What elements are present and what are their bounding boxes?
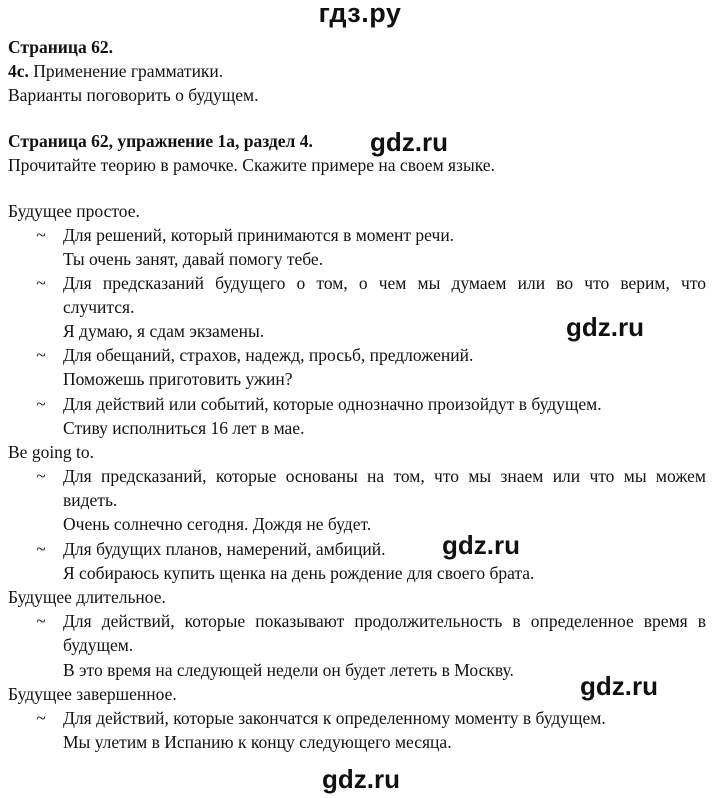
unit-subtitle: Варианты поговорить о будущем. — [8, 85, 259, 105]
exercise-title: Страница 62, упражнение 1a, раздел 4. — [8, 131, 313, 151]
going-to-item-2: Для будущих планов, намерений, амбиций. — [63, 539, 386, 559]
going-to-item-1: Для предсказаний, которые основаны на том, что мы знаем или что мы можем — [63, 466, 706, 486]
future-perfect-example-1: Мы улетим в Испанию к концу следующего месяца. — [63, 732, 452, 752]
bullet-marker: ~ — [36, 394, 46, 414]
going-to-heading: Be going to. — [8, 442, 95, 462]
bullet-marker: ~ — [36, 611, 46, 631]
unit-name: Применение грамматики. — [28, 61, 224, 81]
watermark: gdz.ru — [566, 312, 644, 342]
future-simple-item-4: Для действий или событий, которые однозначно произойдут в будущем. — [63, 394, 602, 414]
future-perfect-item-1: Для действий, которые закончатся к определенному моменту в будущем. — [63, 708, 606, 728]
exercise-instruction: Прочитайте теорию в рамочке. Скажите примере на своем языке. — [8, 155, 495, 175]
future-continuous-heading: Будущее длительное. — [8, 587, 166, 607]
future-simple-item-1: Для решений, который принимаются в момент речи. — [63, 225, 455, 245]
future-continuous-example-1: В это время на следующей недели он будет лететь в Москву. — [63, 660, 514, 680]
bullet-marker: ~ — [36, 225, 46, 245]
future-simple-heading: Будущее простое. — [8, 201, 140, 221]
bullet-marker: ~ — [36, 708, 46, 728]
page-title: Страница 62. — [8, 37, 113, 57]
going-to-item-1-cont: видеть. — [63, 490, 118, 510]
unit-code: 4c. — [8, 61, 29, 81]
watermark: gdz.ru — [370, 127, 448, 157]
future-simple-example-2: Я думаю, я сдам экзамены. — [63, 321, 265, 341]
future-simple-item-2-cont: случится. — [63, 297, 135, 317]
future-simple-example-4: Стиву исполниться 16 лет в мае. — [63, 418, 305, 438]
future-simple-example-1: Ты очень занят, давай помогу тебе. — [63, 249, 324, 269]
watermark: gdz.ru — [442, 530, 520, 560]
site-header: гдз.ру — [318, 0, 402, 28]
watermark: gdz.ru — [322, 764, 400, 794]
future-continuous-item-1: Для действий, которые показывают продолжительность в определенное время в — [63, 611, 706, 631]
future-continuous-item-1-cont: будущем. — [63, 635, 134, 655]
going-to-example-2: Я собираюсь купить щенка на день рождение для своего брата. — [63, 563, 535, 583]
bullet-marker: ~ — [36, 539, 46, 559]
bullet-marker: ~ — [36, 466, 46, 486]
future-perfect-heading: Будущее завершенное. — [8, 684, 177, 704]
going-to-example-1: Очень солнечно сегодня. Дождя не будет. — [63, 514, 372, 534]
future-simple-example-3: Поможешь приготовить ужин? — [63, 369, 293, 389]
future-simple-item-3: Для обещаний, страхов, надежд, просьб, предложений. — [63, 345, 474, 365]
watermark: gdz.ru — [580, 671, 658, 701]
bullet-marker: ~ — [36, 273, 46, 293]
future-simple-item-2: Для предсказаний будущего о том, о чем мы думаем или во что верим, что — [63, 273, 706, 293]
unit-title — [8, 60, 223, 82]
bullet-marker: ~ — [36, 345, 46, 365]
